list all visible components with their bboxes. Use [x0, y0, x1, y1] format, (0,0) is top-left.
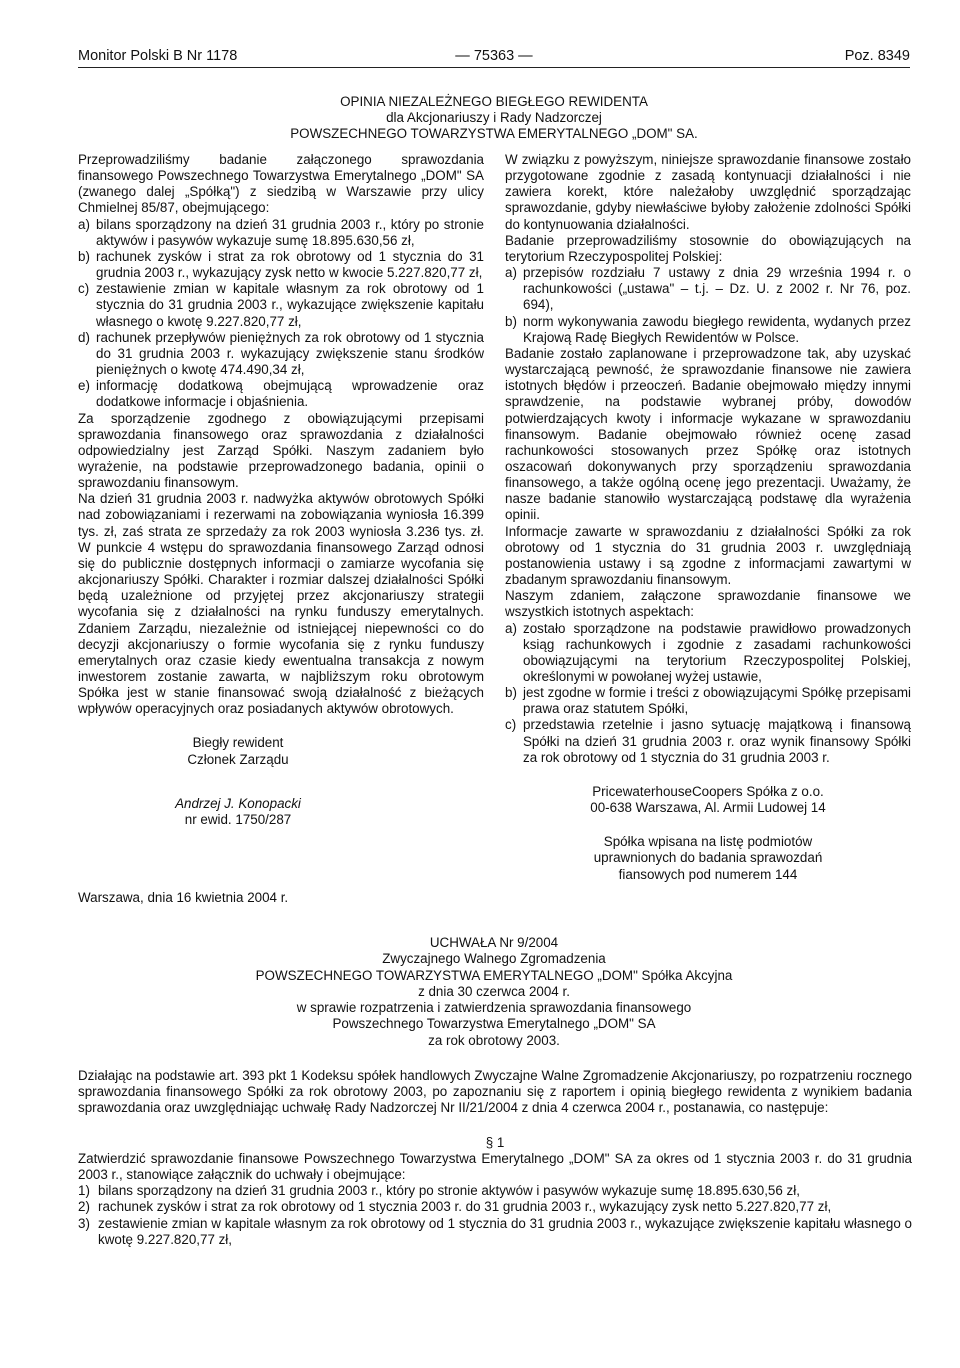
resolution-intro: Działając na podstawie art. 393 pkt 1 Kodeksu spółek handlowych Zwyczajne Walne Zgromadzenie Akcjonariuszy, po rozpatrzeniu rocznego sprawozdania finansowego Spółki za rok obrotowy 2003, po zapoznaniu się z raportem i opinią biegłego rewidenta z wynikiem badania sprawozdania oraz uwzględniając uchwałę Rady Nadzorczej Nr II/21/2004 z dnia 4 czerwca 2004 r., postanawia, co następuje: [78, 1068, 912, 1116]
auditor-signature [78, 735, 398, 828]
resolution-title-line: Powszechnego Towarzystwa Emerytalnego „DOM" SA [332, 1016, 656, 1032]
list-item: c) przedstawia rzetelnie i jasno sytuację majątkową i finansową Spółki na dzień 31 grudnia 2003 r. oraz wynik finansowy Spółki za rok obrotowy od 1 stycznia do 31 grudnia 2003 r. [505, 717, 911, 765]
firm-name: PricewaterhouseCoopers Spółka z o.o. [592, 783, 824, 799]
audit-scope-paragraph: Badanie zostało zaplanowane i przeprowadzone tak, aby uzyskać wystarczającą pewność, że sprawozdanie finansowe nie zawiera istotnych błędów i przeoczeń. Badanie obejmowało między innymi sprawdzenie, na podstawie wybranej próby, dowodów potwierdzających kwoty i informacje wykazane w sprawozdaniu finansowym. Badanie obejmowało również ocenę zasad rachunkowości stosowanych przez Spółkę oraz istotnych oszacowań dokonywanych przy sporządzeniu sprawozdania finansowego, a także ogólną ocenę jego prezentacji. Uważamy, że nasze badanie stanowiło wystarczającą podstawę dla wyrażenia opinii. [505, 345, 911, 523]
intro-paragraph: Przeprowadziliśmy badanie załączonego sprawozdania finansowego Powszechnego Towarzystwa Emerytalnego „DOM" SA (zwanego dalej „Spółką") z siedzibą w Warszawie przy ulicy Chmielnej 85/87, obejmującego: [78, 152, 484, 216]
opinion-paragraph: Naszym zdaniem, załączone sprawozdanie finansowe we wszystkich istotnych aspektach: [505, 588, 911, 620]
signature-role: Biegły rewident [192, 735, 284, 751]
opinion-title [78, 94, 910, 142]
responsibility-paragraph: Za sporządzenie zgodnego z obowiązującymi przepisami sprawozdania finansowego oraz sprawozdania z działalności odpowiedzialny jest Zarząd Spółki. Naszym zadaniem było wyrażenie, na podstawie przeprowadzonego badania, opinii o sprawozdaniu finansowym. [78, 410, 484, 491]
section-text: Zatwierdzić sprawozdanie finansowe Powszechnego Towarzystwa Emerytalnego „DOM" SA za okres od 1 stycznia 2003 r. do 31 grudnia 2003 r., stanowiące załącznik do uchwały i obejmujące: [78, 1150, 912, 1183]
publication-name: Monitor Polski B Nr 1178 [78, 48, 238, 64]
position-number: Poz. 8349 [844, 48, 910, 64]
firm-registration: Spółka wpisana na listę podmiotów [603, 834, 813, 850]
list-item: a) przepisów rozdziału 7 ustawy z dnia 29 września 1994 r. o rachunkowości („ustawa" – t.j. – Dz. U. z 2002 r. Nr 76, poz. 694), [505, 265, 911, 313]
resolution-title-line: w sprawie rozpatrzenia i zatwierdzenia sprawozdania finansowego [296, 1000, 692, 1016]
list-item: c) zestawienie zmian w kapitale własnym za rok obrotowy od 1 stycznia do 31 grudnia 2003 r., wykazujące zwiększenie kapitału własnego o kwotę 9.227.820,77 zł, [78, 281, 484, 329]
firm-registration: fiansowych pod numerem 144 [618, 866, 798, 882]
list-item: 2) rachunek zysków i strat za rok obrotowy od 1 stycznia 2003 r. do 31 grudnia 2003 r., wykazujący zysk netto 5.227.820,77 zł, [78, 1199, 832, 1215]
section-heading: § 1 [485, 1134, 505, 1150]
resolution-title-line: POWSZECHNEGO TOWARZYSTWA EMERYTALNEGO „DOM" Spółka Akcyjna [255, 967, 733, 983]
signature-role: Członek Zarządu [187, 751, 289, 767]
firm-address: 00-638 Warszawa, Al. Armii Ludowej 14 [590, 800, 826, 816]
opinion-title-line2: dla Akcjonariuszy i Rady Nadzorczej [386, 110, 602, 125]
resolution-title-line: UCHWAŁA Nr 9/2004 [429, 935, 559, 950]
list-item: 1) bilans sporządzony na dzień 31 grudnia 2003 r., który po stronie aktywów i pasywów wykazuje sumę 18.895.630,56 zł, [78, 1183, 800, 1199]
signature-name: Andrzej J. Konopacki [175, 795, 301, 811]
signature-registration: nr ewid. 1750/287 [184, 811, 292, 827]
right-column [505, 152, 911, 883]
list-item: b) rachunek zysków i strat za rok obrotowy od 1 stycznia do 31 grudnia 2003 r., wykazujący zysk netto w kwocie 5.227.820,77 zł, [78, 248, 484, 281]
page-header [78, 48, 910, 68]
firm-block [505, 784, 911, 883]
opinion-title-line3: POWSZECHNEGO TOWARZYSTWA EMERYTALNEGO „DOM" SA. [290, 126, 698, 141]
list-item: b) norm wykonywania zawodu biegłego rewidenta, wydanych przez Krajową Radę Biegłych Rewidentów w Polsce. [505, 313, 911, 345]
firm-registration: uprawnionych do badania sprawozdań [593, 850, 823, 866]
resolution-body [78, 1068, 912, 1248]
resolution-title [78, 935, 910, 1049]
report-consistency-paragraph: Informacje zawarte w sprawozdaniu z działalności Spółki za rok obrotowy od 1 stycznia do 31 grudnia 2003 r. uwzględniają postanowienia ustawy i są zgodne z informacjami zawartymi w zbadanym sprawozdaniu finansowym. [505, 523, 911, 588]
resolution-title-line: z dnia 30 czerwca 2004 r. [418, 983, 570, 999]
list-item: e) informację dodatkową obejmującą wprowadzenie oraz dodatkowe informacje i objaśnienia. [78, 378, 484, 410]
resolution-title-line: Zwyczajnego Walnego Zgromadzenia [382, 951, 606, 967]
resolution-title-line: za rok obrotowy 2003. [428, 1032, 560, 1048]
audit-basis-paragraph: Badanie przeprowadziliśmy stosownie do obowiązujących na terytorium Rzeczypospolitej Polskiej: [505, 232, 911, 264]
opinion-title-line1: OPINIA NIEZALEŻNEGO BIEGŁEGO REWIDENTA [340, 94, 648, 109]
left-column [78, 152, 484, 828]
going-concern-paragraph: Na dzień 31 grudnia 2003 r. nadwyżka aktywów obrotowych Spółki nad zobowiązaniami i rezerwami na zobowiązania wyniosła 16.399 tys. zł, zaś strata ze sprzedaży za rok 2003 wyniosła 3.236 tys. zł. W punkcie 4 wstępu do sprawozdania finansowego Zarząd odnosi się do publicznie dostępnych informacji o zamiarze wycofania się akcjonariuszy Spółki. Charakter i rozmiar dalszej działalności Spółki będą uzależnione od przyjętej przez akcjonariuszy strategii wycofania się z działalności na rynku funduszy emerytalnych. Zdaniem Zarządu, niezależnie od istniejącej niepewności co do decyzji akcjonariuszy o formie wycofania się z rynku funduszy emerytalnych oraz czasie kiedy ewentualna transakcja z nowym inwestorem zostanie zawarta, w najbliższym roku obrotowym Spółka jest w stanie finansować swoją działalność z bieżących wpływów operacyjnych oraz posiadanych aktywów obrotowych. [78, 491, 484, 717]
list-item: 3) zestawienie zmian w kapitale własnym za rok obrotowy od 1 stycznia do 31 grudnia 2003 r., wykazujące zwiększenie kapitału własnego o kwotę 9.227.820,77 zł, [78, 1215, 912, 1247]
date-line: Warszawa, dnia 16 kwietnia 2004 r. [78, 890, 289, 905]
list-item: b) jest zgodne w formie i treści z obowiązującymi Spółkę przepisami prawa oraz statutem Spółki, [505, 685, 911, 717]
list-item: d) rachunek przepływów pieniężnych za rok obrotowy od 1 stycznia do 31 grudnia 2003 r. wykazujący zwiększenie stanu środków pieniężnych o kwotę 474.490,34 zł, [78, 329, 484, 378]
going-concern-note: W związku z powyższym, niniejsze sprawozdanie finansowe zostało przygotowane zgodnie z zasadą kontynuacji działalności i nie zawiera korekt, które należałoby uwzględnić sporządzając sprawozdanie, gdyby niewłaściwe byłoby założenie zdolności Spółki do kontynuowania działalności. [505, 152, 911, 232]
list-item: a) bilans sporządzony na dzień 31 grudnia 2003 r., który po stronie aktywów i pasywów wykazuje sumę 18.895.630,56 zł, [78, 216, 484, 248]
page-number: — 75363 — [455, 48, 533, 64]
list-item: a) zostało sporządzone na podstawie prawidłowo prowadzonych ksiąg rachunkowych i zgodnie z zasadami rachunkowości obowiązującymi na terytorium Rzeczypospolitej Polskiej, określonymi w powołanej wyżej ustawie, [505, 620, 911, 684]
